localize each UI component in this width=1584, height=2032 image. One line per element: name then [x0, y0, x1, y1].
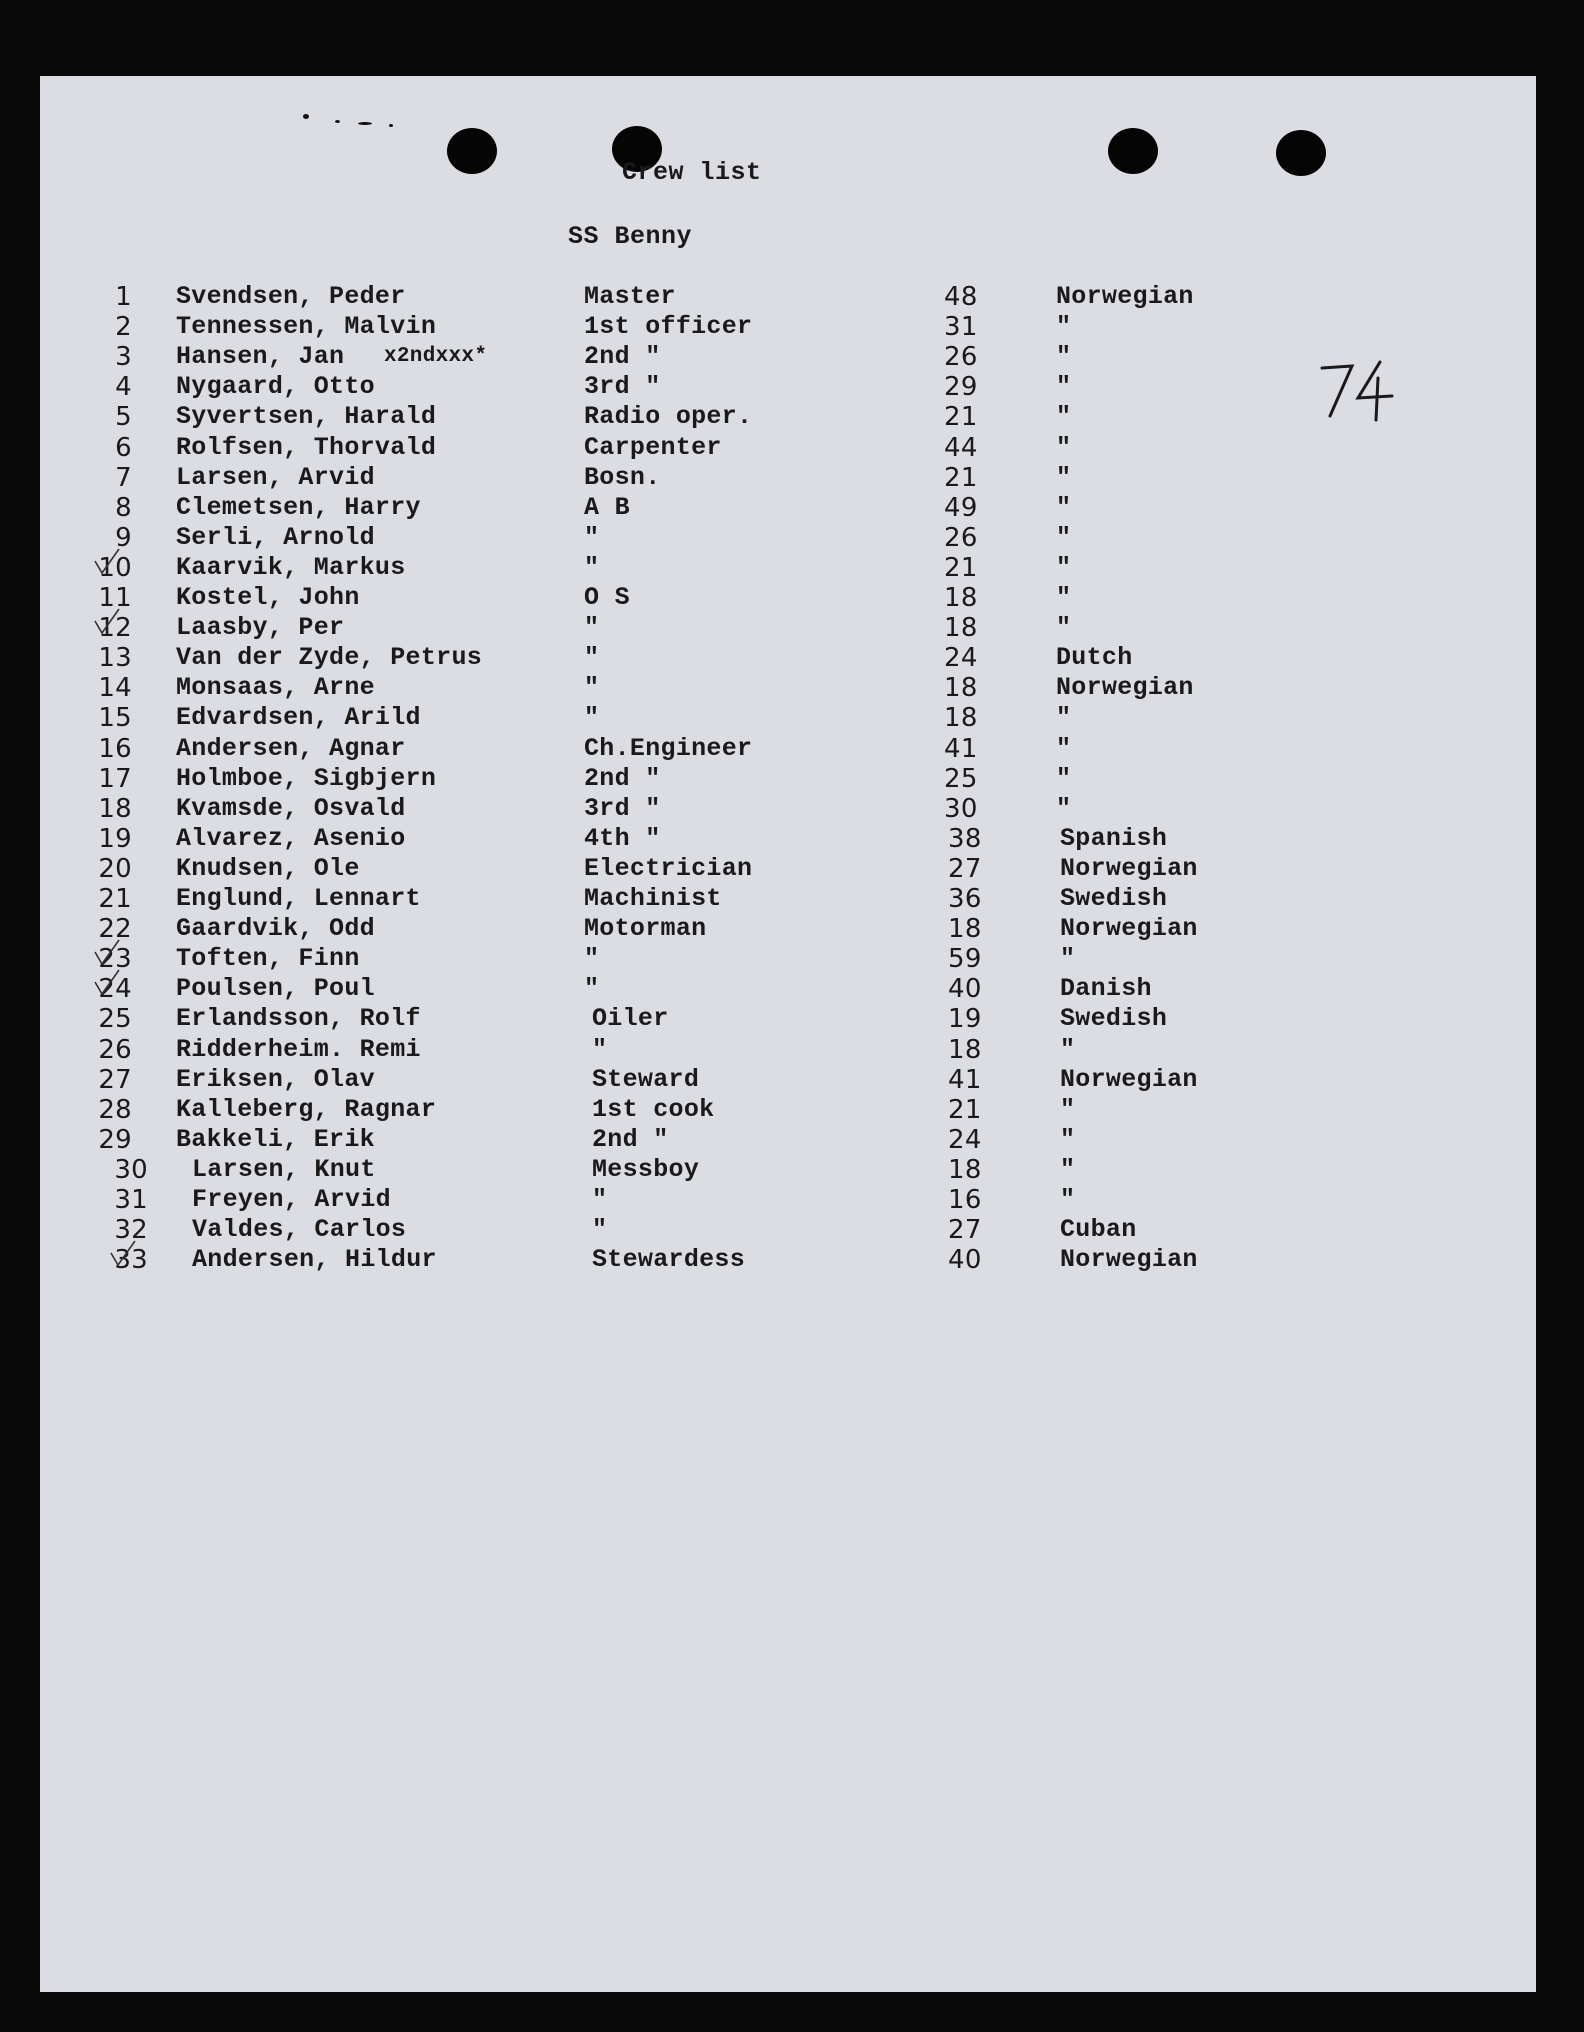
crew-number: 16 [98, 734, 132, 764]
crew-rank: " [584, 553, 600, 582]
crew-row [0, 703, 1584, 733]
crew-age: 41 [944, 734, 978, 764]
crew-age: 21 [948, 1095, 982, 1125]
crew-number: 5 [115, 402, 132, 432]
crew-name: Laasby, Per [176, 613, 345, 642]
crew-name: Poulsen, Poul [176, 974, 375, 1003]
crew-number: 8 [115, 493, 132, 523]
crew-row [0, 1035, 1584, 1065]
crew-age: 38 [948, 824, 982, 854]
crew-nationality: Cuban [1060, 1215, 1137, 1244]
crew-row [0, 1004, 1584, 1034]
crew-number: 20 [98, 854, 132, 884]
crew-row [0, 433, 1584, 463]
crew-number: 10 [98, 553, 132, 583]
crew-age: 31 [944, 312, 978, 342]
crew-nationality: Swedish [1060, 884, 1168, 913]
crew-row [0, 613, 1584, 643]
crew-row [0, 1185, 1584, 1215]
crew-nationality: " [1056, 764, 1072, 793]
crew-number: 18 [98, 794, 132, 824]
crew-number: 11 [98, 583, 132, 613]
crew-rank: Radio oper. [584, 402, 753, 431]
crew-number: 13 [98, 643, 132, 673]
crew-number: 14 [98, 673, 132, 703]
crew-age: 24 [944, 643, 978, 673]
crew-nationality: Norwegian [1056, 282, 1194, 311]
crew-name: Kostel, John [176, 583, 360, 612]
crew-number: 4 [115, 372, 132, 402]
crew-row [0, 342, 1584, 372]
checkmark-icon [92, 607, 122, 637]
crew-nationality: " [1056, 583, 1072, 612]
crew-age: 29 [944, 372, 978, 402]
crew-row [0, 884, 1584, 914]
crew-row [0, 282, 1584, 312]
crew-number: 19 [98, 824, 132, 854]
crew-row [0, 854, 1584, 884]
crew-rank: Carpenter [584, 433, 722, 462]
crew-age: 27 [948, 854, 982, 884]
crew-age: 18 [944, 673, 978, 703]
crew-age: 21 [944, 402, 978, 432]
crew-rank: " [584, 673, 600, 702]
crew-number: 28 [98, 1095, 132, 1125]
crew-name: Syvertsen, Harald [176, 402, 437, 431]
crew-rank: 2nd " [584, 764, 661, 793]
crew-row [0, 1245, 1584, 1275]
crew-nationality: " [1060, 1185, 1076, 1214]
crew-age: 18 [948, 1035, 982, 1065]
crew-row [0, 1155, 1584, 1185]
crew-name: Andersen, Hildur [192, 1245, 437, 1274]
crew-nationality: Dutch [1056, 643, 1133, 672]
crew-number: 25 [98, 1004, 132, 1034]
crew-row [0, 402, 1584, 432]
crew-name: Nygaard, Otto [176, 372, 375, 401]
crew-rank: " [584, 974, 600, 1003]
crew-number: 3 [115, 342, 132, 372]
crew-number: 22 [98, 914, 132, 944]
crew-number: 26 [98, 1035, 132, 1065]
crew-nationality: Danish [1060, 974, 1152, 1003]
crew-row [0, 944, 1584, 974]
crew-nationality: " [1060, 1095, 1076, 1124]
crew-age: 36 [948, 884, 982, 914]
crew-number: 31 [114, 1185, 148, 1215]
crew-name: Englund, Lennart [176, 884, 421, 913]
crew-nationality: Norwegian [1060, 1065, 1198, 1094]
crew-nationality: Swedish [1060, 1004, 1168, 1033]
crew-number: 6 [115, 433, 132, 463]
crew-rank: Steward [592, 1065, 700, 1094]
crew-name: Rolfsen, Thorvald [176, 433, 437, 462]
crew-number: 32 [114, 1215, 148, 1245]
crew-name: Kaarvik, Markus [176, 553, 406, 582]
crew-number: 29 [98, 1125, 132, 1155]
punch-hole [1108, 128, 1158, 174]
crew-name: Alvarez, Asenio [176, 824, 406, 853]
crew-age: 25 [944, 764, 978, 794]
crew-nationality: " [1056, 463, 1072, 492]
crew-rank: Machinist [584, 884, 722, 913]
checkmark-icon [92, 968, 122, 998]
crew-nationality: " [1056, 734, 1072, 763]
crew-row [0, 583, 1584, 613]
crew-age: 26 [944, 523, 978, 553]
crew-name: Valdes, Carlos [192, 1215, 407, 1244]
crew-nationality: " [1056, 794, 1072, 823]
crew-row [0, 673, 1584, 703]
struck-out-text: x2ndxxx* [384, 345, 488, 368]
crew-age: 18 [948, 1155, 982, 1185]
crew-age: 16 [948, 1185, 982, 1215]
crew-nationality: Spanish [1060, 824, 1168, 853]
crew-rank: 3rd " [584, 794, 661, 823]
crew-name: Ridderheim. Remi [176, 1035, 421, 1064]
ink-speck [303, 114, 309, 119]
crew-rank: 2nd " [592, 1125, 669, 1154]
crew-age: 19 [948, 1004, 982, 1034]
crew-name: Erlandsson, Rolf [176, 1004, 421, 1033]
crew-rank: Bosn. [584, 463, 661, 492]
crew-row [0, 1095, 1584, 1125]
crew-name: Gaardvik, Odd [176, 914, 375, 943]
crew-nationality: Norwegian [1060, 1245, 1198, 1274]
crew-age: 21 [944, 463, 978, 493]
crew-rank: 1st cook [592, 1095, 715, 1124]
crew-name: Knudsen, Ole [176, 854, 360, 883]
punch-hole [447, 128, 497, 174]
crew-number: 9 [115, 523, 132, 553]
document-title: Crew list [622, 158, 762, 187]
crew-row [0, 643, 1584, 673]
crew-age: 26 [944, 342, 978, 372]
crew-rank: " [584, 613, 600, 642]
crew-rank: Stewardess [592, 1245, 746, 1274]
crew-age: 18 [948, 914, 982, 944]
crew-number: 33 [114, 1245, 148, 1275]
crew-rank: " [584, 703, 600, 732]
checkmark-icon [92, 547, 122, 577]
ink-speck [389, 124, 393, 127]
crew-name: Larsen, Knut [192, 1155, 376, 1184]
crew-name: Kvamsde, Osvald [176, 794, 406, 823]
crew-rank: " [592, 1185, 608, 1214]
crew-number: 24 [98, 974, 132, 1004]
crew-age: 41 [948, 1065, 982, 1095]
crew-row [0, 553, 1584, 583]
crew-rank: " [592, 1035, 608, 1064]
crew-row [0, 463, 1584, 493]
crew-age: 40 [948, 974, 982, 1004]
crew-nationality: " [1056, 553, 1072, 582]
crew-name: Holmboe, Sigbjern [176, 764, 437, 793]
crew-rank: 3rd " [584, 372, 661, 401]
ship-name: SS Benny [568, 222, 693, 251]
crew-name: Edvardsen, Arild [176, 703, 421, 732]
checkmark-icon [108, 1239, 138, 1269]
crew-number: 21 [98, 884, 132, 914]
crew-nationality: Norwegian [1056, 673, 1194, 702]
crew-rank: 4th " [584, 824, 661, 853]
crew-age: 59 [948, 944, 982, 974]
crew-number: 17 [98, 764, 132, 794]
ink-speck [335, 120, 340, 123]
crew-nationality: " [1056, 312, 1072, 341]
crew-age: 24 [948, 1125, 982, 1155]
crew-number: 30 [114, 1155, 148, 1185]
crew-number: 15 [98, 703, 132, 733]
crew-number: 1 [115, 282, 132, 312]
crew-nationality: " [1056, 493, 1072, 522]
crew-name: Freyen, Arvid [192, 1185, 391, 1214]
crew-nationality: " [1056, 523, 1072, 552]
crew-name: Hansen, Jan [176, 342, 345, 371]
crew-row [0, 372, 1584, 402]
crew-row [0, 1215, 1584, 1245]
crew-rank: Master [584, 282, 676, 311]
crew-nationality: " [1056, 402, 1072, 431]
crew-number: 2 [115, 312, 132, 342]
crew-number: 12 [98, 613, 132, 643]
crew-name: Tennessen, Malvin [176, 312, 437, 341]
crew-name: Larsen, Arvid [176, 463, 375, 492]
crew-row [0, 1125, 1584, 1155]
crew-name: Andersen, Agnar [176, 734, 406, 763]
crew-nationality: " [1060, 1125, 1076, 1154]
crew-age: 18 [944, 703, 978, 733]
crew-age: 44 [944, 433, 978, 463]
crew-nationality: Norwegian [1060, 854, 1198, 883]
crew-number: 27 [98, 1065, 132, 1095]
crew-nationality: " [1056, 433, 1072, 462]
crew-rank: A B [584, 493, 630, 522]
crew-name: Bakkeli, Erik [176, 1125, 375, 1154]
crew-rank: Messboy [592, 1155, 700, 1184]
crew-number: 23 [98, 944, 132, 974]
crew-rank: " [584, 523, 600, 552]
crew-age: 18 [944, 583, 978, 613]
crew-rank: 1st officer [584, 312, 753, 341]
crew-row [0, 1065, 1584, 1095]
crew-name: Clemetsen, Harry [176, 493, 421, 522]
crew-name: Toften, Finn [176, 944, 360, 973]
checkmark-icon [92, 938, 122, 968]
crew-rank: O S [584, 583, 630, 612]
crew-rank: " [584, 944, 600, 973]
crew-age: 49 [944, 493, 978, 523]
crew-row [0, 914, 1584, 944]
crew-rank: " [584, 643, 600, 672]
crew-row [0, 764, 1584, 794]
crew-nationality: " [1060, 1035, 1076, 1064]
crew-row [0, 794, 1584, 824]
crew-name: Svendsen, Peder [176, 282, 406, 311]
crew-age: 30 [944, 794, 978, 824]
ink-speck [358, 122, 372, 125]
crew-rank: 2nd " [584, 342, 661, 371]
crew-row [0, 974, 1584, 1004]
crew-nationality: " [1056, 703, 1072, 732]
crew-nationality: " [1060, 1155, 1076, 1184]
crew-row [0, 824, 1584, 854]
crew-age: 48 [944, 282, 978, 312]
crew-row [0, 493, 1584, 523]
crew-age: 18 [944, 613, 978, 643]
crew-nationality: " [1060, 944, 1076, 973]
crew-nationality: Norwegian [1060, 914, 1198, 943]
crew-name: Monsaas, Arne [176, 673, 375, 702]
crew-nationality: " [1056, 372, 1072, 401]
crew-nationality: " [1056, 342, 1072, 371]
punch-hole [1276, 130, 1326, 176]
crew-age: 21 [944, 553, 978, 583]
crew-rank: Oiler [592, 1004, 669, 1033]
crew-row [0, 312, 1584, 342]
crew-name: Kalleberg, Ragnar [176, 1095, 437, 1124]
crew-row [0, 523, 1584, 553]
crew-name: Serli, Arnold [176, 523, 375, 552]
crew-rank: " [592, 1215, 608, 1244]
crew-age: 40 [948, 1245, 982, 1275]
crew-name: Van der Zyde, Petrus [176, 643, 483, 672]
crew-rank: Motorman [584, 914, 707, 943]
crew-nationality: " [1056, 613, 1072, 642]
crew-name: Eriksen, Olav [176, 1065, 375, 1094]
crew-rank: Electrician [584, 854, 753, 883]
crew-rank: Ch.Engineer [584, 734, 753, 763]
crew-age: 27 [948, 1215, 982, 1245]
crew-number: 7 [115, 463, 132, 493]
crew-row [0, 734, 1584, 764]
